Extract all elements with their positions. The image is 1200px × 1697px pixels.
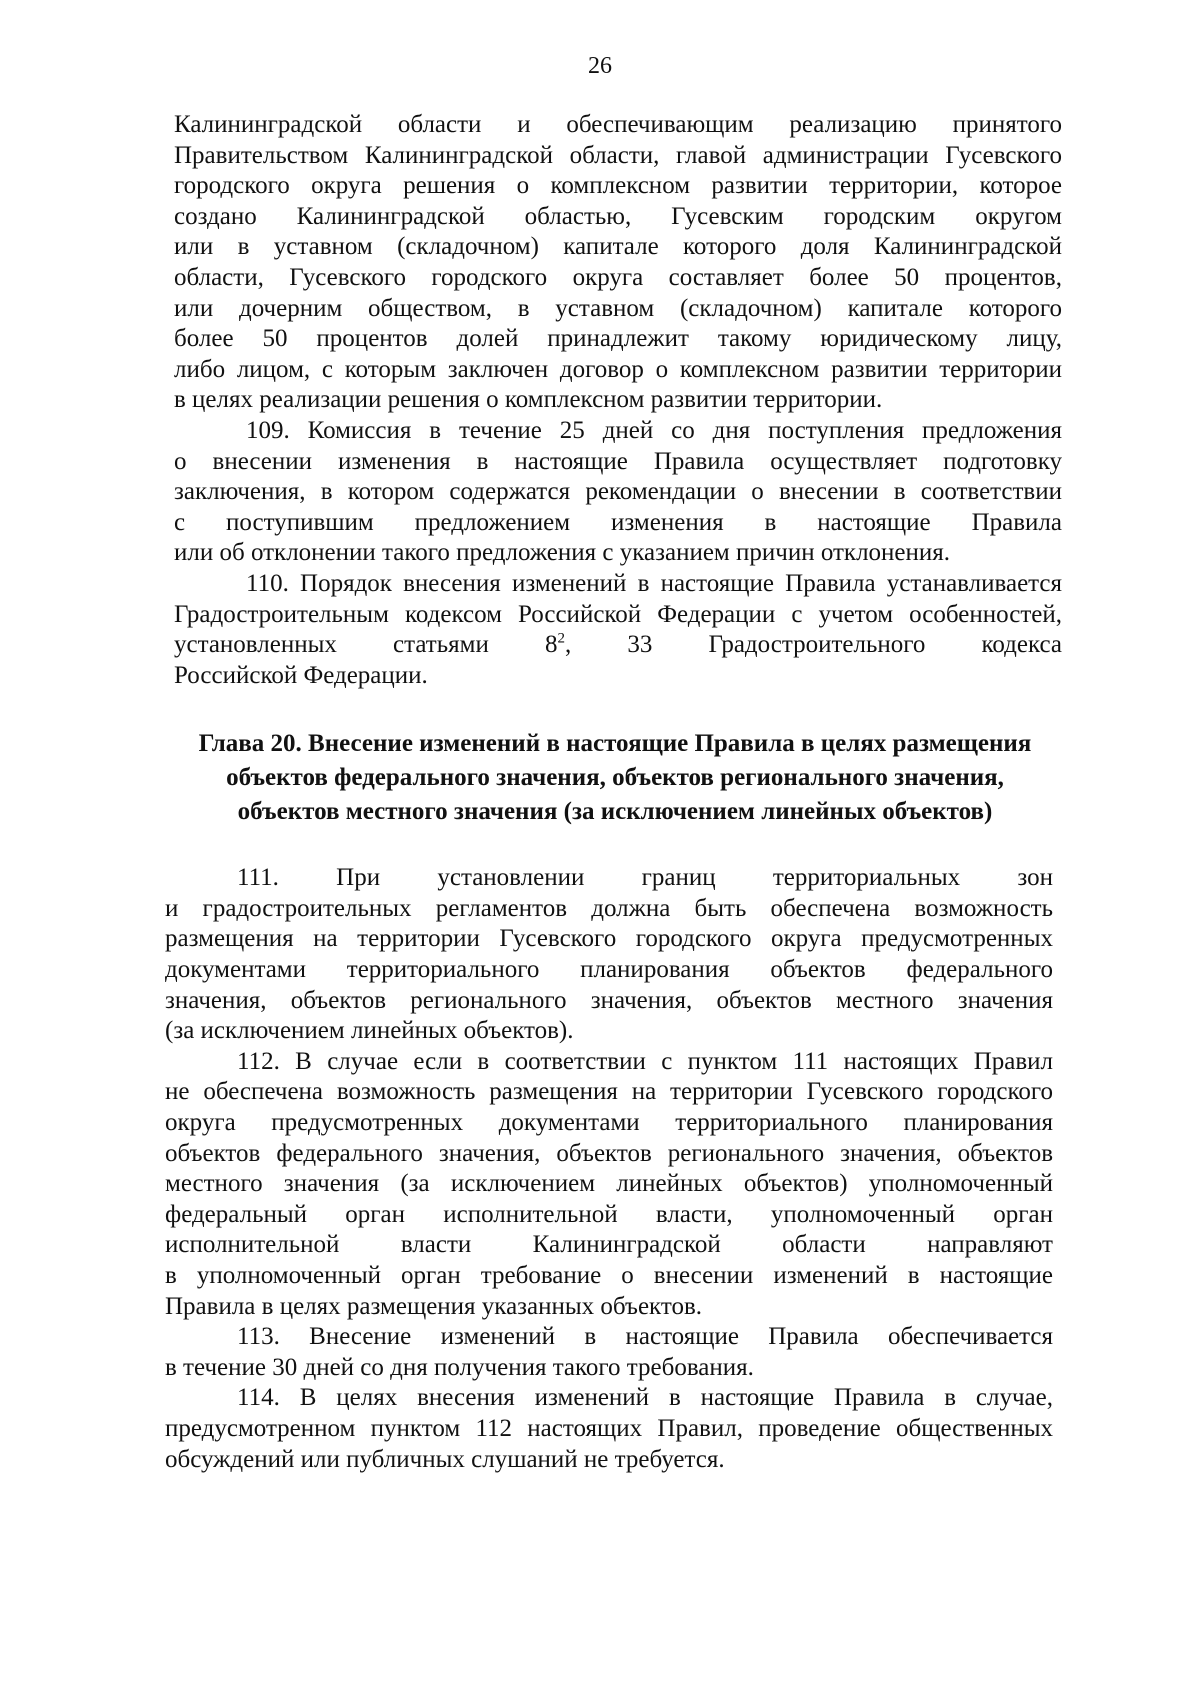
- paragraph-block-1: [174, 110, 1062, 691]
- text-line: размещения на территории Гусевского городского округа предусмотренных: [165, 925, 1053, 953]
- text-line: документами территориального планирования объектов федерального: [165, 956, 1053, 984]
- text-line: Калининградской области и обеспечивающим реализацию принятого: [174, 111, 1062, 138]
- text-line: объектов федерального значения, объектов регионального значения, объектов: [165, 1139, 1053, 1167]
- text-line: создано Калининградской областью, Гусевским городским округом: [174, 202, 1062, 230]
- text-line: или об отклонении такого предложения с указанием причин отклонения.: [174, 539, 951, 567]
- document-body: [0, 110, 1200, 1475]
- text-line: в целях реализации решения о комплексном развитии территории.: [174, 386, 883, 414]
- text-line: Российской Федерации.: [174, 661, 428, 689]
- text-fragment: установленных статьями 8: [174, 631, 558, 659]
- paragraph-block-2: [165, 863, 1053, 1475]
- text-line: 111. При установлении границ территориальных зон: [237, 864, 1053, 892]
- text-line: Правила в целях размещения указанных объектов.: [165, 1292, 703, 1320]
- text-line: области, Гусевского городского округа составляет более 50 процентов,: [174, 263, 1062, 291]
- heading-line: Глава 20. Внесение изменений в настоящие Правила в целях размещения: [198, 730, 1032, 758]
- text-line: федеральный орган исполнительной власти, уполномоченный орган: [165, 1200, 1053, 1228]
- text-line: городского округа решения о комплексном развитии территории, которое: [174, 172, 1062, 200]
- text-line: 110. Порядок внесения изменений в настоящие Правила устанавливается: [246, 569, 1062, 597]
- text-line: значения, объектов регионального значения, объектов местного значения: [165, 986, 1053, 1014]
- text-line: или в уставном (складочном) капитале которого доля Калининградской: [174, 233, 1062, 261]
- text-line: либо лицом, с которым заключен договор о комплексном развитии территории: [174, 355, 1062, 383]
- text-line: обсуждений или публичных слушаний не требуется.: [165, 1445, 725, 1473]
- text-line: заключения, в котором содержатся рекомендации о внесении в соответствии: [174, 478, 1062, 506]
- text-line: в уполномоченный орган требование о внесении изменений в настоящие: [165, 1262, 1053, 1289]
- text-line: местного значения (за исключением линейных объектов) уполномоченный: [165, 1170, 1053, 1198]
- text-line: исполнительной власти Калининградской области направляют: [165, 1231, 1053, 1259]
- text-line: или дочерним обществом, в уставном (складочном) капитале которого: [174, 294, 1062, 322]
- page-number: 26: [588, 53, 612, 79]
- text-line: предусмотренном пунктом 112 настоящих Правил, проведение общественных: [165, 1414, 1053, 1442]
- text-line: не обеспечена возможность размещения на территории Гусевского городского: [165, 1078, 1053, 1106]
- text-line: 114. В целях внесения изменений в настоящие Правила в случае,: [237, 1384, 1053, 1412]
- chapter-heading: [171, 727, 1059, 829]
- text-line: более 50 процентов долей принадлежит такому юридическому лицу,: [174, 325, 1062, 353]
- text-line: Правительством Калининградской области, главой администрации Гусевского: [174, 141, 1062, 169]
- text-line: о внесении изменения в настоящие Правила осуществляет подготовку: [174, 447, 1062, 475]
- text-line: округа предусмотренных документами территориального планирования: [165, 1109, 1053, 1137]
- text-line: 109. Комиссия в течение 25 дней со дня поступления предложения: [246, 416, 1062, 444]
- text-line: Градостроительным кодексом Российской Федерации с учетом особенностей,: [174, 600, 1062, 628]
- text-line: с поступившим предложением изменения в настоящие Правила: [174, 508, 1062, 536]
- heading-line: объектов федерального значения, объектов регионального значения,: [226, 764, 1004, 792]
- superscript: 2: [557, 630, 565, 647]
- text-fragment: , 33 Градостроительного кодекса: [564, 631, 1062, 659]
- text-line: 112. В случае если в соответствии с пунктом 111 настоящих Правил: [237, 1047, 1053, 1075]
- text-line: в течение 30 дней со дня получения такого требования.: [165, 1353, 754, 1381]
- text-line: (за исключением линейных объектов).: [165, 1017, 574, 1045]
- text-line: и градостроительных регламентов должна быть обеспечена возможность: [165, 894, 1053, 922]
- text-line: 113. Внесение изменений в настоящие Правила обеспечивается: [237, 1323, 1053, 1351]
- heading-line: объектов местного значения (за исключением линейных объектов): [237, 798, 993, 826]
- text-line-with-superscript: [174, 630, 1062, 661]
